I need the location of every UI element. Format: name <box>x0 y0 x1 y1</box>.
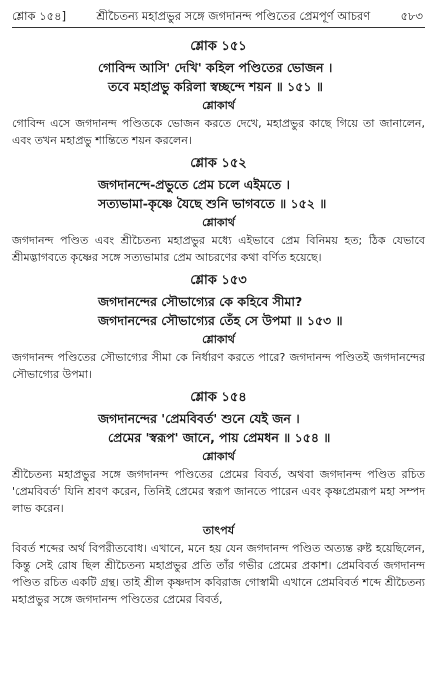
verse-label: শ্লোক ১৫১ <box>190 39 247 54</box>
verse-label: শ্লোক ১৫৪ <box>190 390 247 405</box>
header-divider <box>12 27 425 28</box>
verse-line: জগদানন্দে-প্রভুতে প্রেম চলে এইমতে । <box>98 177 290 192</box>
running-header <box>12 8 425 27</box>
translation-text: জগদানন্দ পণ্ডিতের সৌভাগ্যের সীমা কে নির্ধারণ করতে পারে? জগদানন্দ পণ্ডিতই জগদানন্দের সৌভাগ্যের উপমা। <box>12 351 425 381</box>
purport-text: বিবর্ত শব্দের অর্থ বিপরীতবোধ। এখানে, মনে হয় যেন জগদানন্দ পণ্ডিত অত্যন্ত রুষ্ট হয়েছিলেন, কিন্তু সেই রোষ ছিল শ্রীচৈতন্য মহাপ্রভুর প্রতি তাঁর গভীর প্রেমের প্রকাশ। প্রেমবিবর্ত জগদানন্দ পণ্ডিত রচিত একটি গ্রন্থ। তাই শ্রীল কৃষ্ণদাস কবিরাজ গোস্বামী এখানে প্রেমবিবর্ত শব্দে শ্রীচৈতন্য মহাপ্রভুর সঙ্গে জগদানন্দ পণ্ডিতের প্রেমের বিবর্ত, <box>12 542 425 606</box>
verse-label: শ্লোক ১৫৩ <box>190 273 247 288</box>
translation-label: শ্লোকার্থ <box>202 333 235 346</box>
verse-line: জগদানন্দের সৌভাগ্যের কে কহিবে সীমা? <box>98 294 303 309</box>
verse-line: সত্যভামা-কৃষ্ণে যৈছে শুনি ভাগবতে ॥ ১৫২ ॥ <box>98 196 327 211</box>
verse-line: জগদানন্দের সৌভাগ্যের তেঁহ সে উপমা ॥ ১৫৩ ॥ <box>98 313 343 328</box>
translation-label: শ্লোকার্থ <box>202 450 235 463</box>
translation-text: গোবিন্দ এসে জগদানন্দ পণ্ডিতকে ভোজন করতে দেখে, মহাপ্রভুর কাছে গিয়ে তা জানালেন, এবং তখন মহাপ্রভু শান্তিতে শয়ন করলেন। <box>12 117 425 147</box>
header-chapter-title: শ্রীচৈতন্য মহাপ্রভুর সঙ্গে জগদানন্দ পণ্ডিতের প্রেমপূর্ণ আচরণ <box>96 9 371 23</box>
verse-line: প্রেমের 'স্বরূপ' জানে, পায় প্রেমধন ॥ ১৫৪ ॥ <box>108 430 331 445</box>
verse-line: তবে মহাপ্রভু করিলা স্বচ্ছন্দে শয়ন ॥ ১৫১ ॥ <box>108 79 323 94</box>
verse-line: জগদানন্দের 'প্রেমবিবর্ত' শুনে যেই জন । <box>98 411 300 426</box>
translation-label: শ্লোকার্থ <box>202 99 235 112</box>
purport-label: তাৎপর্য <box>202 524 235 537</box>
translation-label: শ্লোকার্থ <box>202 216 235 229</box>
translation-text: শ্রীচৈতন্য মহাপ্রভুর সঙ্গে জগদানন্দ পণ্ডিতের প্রেমের বিবর্ত, অথবা জগদানন্দ পণ্ডিত রচিত 'প্রেমবিবর্ত' যিনি শ্রবণ করেন, তিনিই প্রেমের স্বরূপ জানতে পারেন এবং কৃষ্ণপ্রেমরূপ মহা সম্পদ লাভ করেন। <box>12 468 425 515</box>
page-number: ৫৮৩ <box>400 9 423 23</box>
header-verse-ref: শ্লোক ১৫৪] <box>12 9 67 23</box>
verse-line: গোবিন্দ আসি' দেখি' কহিল পণ্ডিতের ভোজন । <box>98 60 333 75</box>
verse-label: শ্লোক ১৫২ <box>190 156 247 171</box>
translation-text: জগদানন্দ পণ্ডিত এবং শ্রীচৈতন্য মহাপ্রভুর মধ্যে এইভাবে প্রেম বিনিময় হত; ঠিক যেভাবে শ্রীমদ্ভাগবতে কৃষ্ণের সঙ্গে সত্যভামার প্রেম আচরণের কথা বর্ণিত হয়েছে। <box>12 234 425 264</box>
